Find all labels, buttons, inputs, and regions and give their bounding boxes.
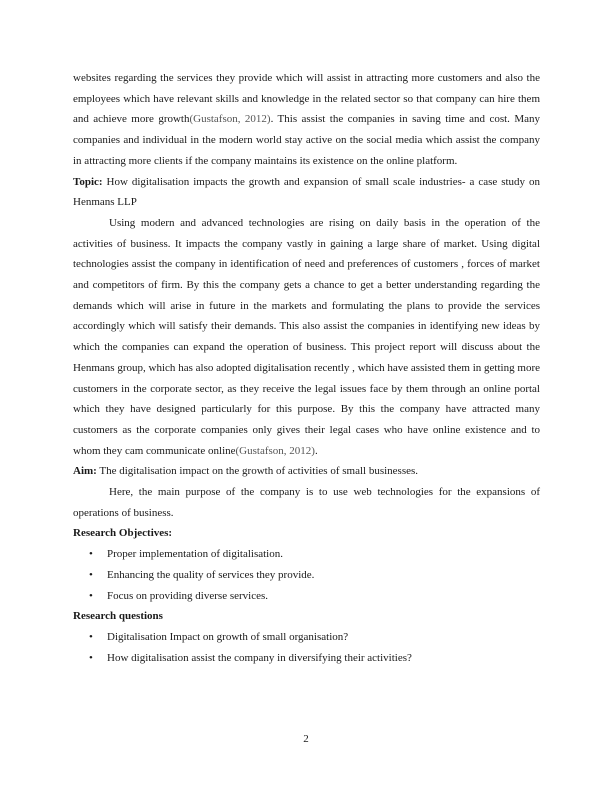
body-paragraph <box>73 213 540 461</box>
bullet-icon: • <box>89 568 93 581</box>
body-text: Using modern and advanced technologies are rising on daily basis in the operation of the activities of business. It impacts the company vastly in gaining a large share of market. Using digital technologies assist the company in identification of need and preferences of customers , forces of market and competitors of firm. By this the company gets a chance to get a better understanding regarding the demands which will arise in future in the markets and formulating the plans to provide the services accordingly which will satisfy their demands. This also assist the companies in identifying new ideas by which the companies can expand the operation of business. This project report will discuss about the Henmans group, which has also adopted digitalisation recently , which have assisted them in getting more customers in the corporate sector, as they receive the legal issues face by them through an online portal which they have designed particularly for this purpose. By this the company have attracted many customers as the corporate companies only gives their legal cases who have online existence and to whom they cam communicate online <box>73 216 540 457</box>
objectives-list <box>73 544 540 606</box>
aim-label: Aim: <box>73 465 97 478</box>
list-item <box>73 586 540 607</box>
questions-list <box>73 627 540 668</box>
bullet-icon: • <box>89 589 93 602</box>
list-item <box>73 648 540 669</box>
list-item <box>73 544 540 565</box>
page-number: 2 <box>303 733 309 745</box>
topic-label: Topic: <box>73 175 103 188</box>
intro-paragraph <box>73 68 540 172</box>
aim-paragraph <box>73 461 540 482</box>
list-item <box>73 565 540 586</box>
purpose-paragraph: Here, the main purpose of the company is to use web technologies for the expansions of operations of business. <box>73 486 540 519</box>
body-text-end: . <box>314 444 318 457</box>
bullet-icon: • <box>89 651 93 664</box>
intro-text-continued: . This assist the companies in saving time and cost. Many companies and individual in the modern world stay active on the social media which assist the company in attracting more clients if the company maintains its existence on the online platform. <box>73 113 541 167</box>
citation: (Gustafson, 2012) <box>235 444 315 457</box>
list-item-text: Digitalisation Impact on growth of small organisation? <box>107 630 349 643</box>
topic-text: How digitalisation impacts the growth and expansion of small scale industries- a case study on Henmans LLP <box>73 175 540 209</box>
list-item-text: Focus on providing diverse services. <box>107 589 268 602</box>
citation: (Gustafson, 2012) <box>189 113 271 126</box>
questions-heading: Research questions <box>73 610 163 623</box>
list-item-text: Enhancing the quality of services they provide. <box>107 568 315 581</box>
intro-text: websites regarding the services they provide which will assist in attracting more customers and also the employees which have relevant skills and knowledge in the related sector so that company can hire them and achieve more growth <box>73 72 540 126</box>
list-item-text: Proper implementation of digitalisation. <box>107 548 283 561</box>
objectives-heading: Research Objectives: <box>73 527 173 540</box>
bullet-icon: • <box>89 630 93 643</box>
aim-text: The digitalisation impact on the growth of activities of small businesses. <box>96 465 419 478</box>
list-item <box>73 627 540 648</box>
list-item-text: How digitalisation assist the company in diversifying their activities? <box>107 651 412 664</box>
bullet-icon: • <box>89 548 93 561</box>
topic-paragraph <box>73 172 540 213</box>
